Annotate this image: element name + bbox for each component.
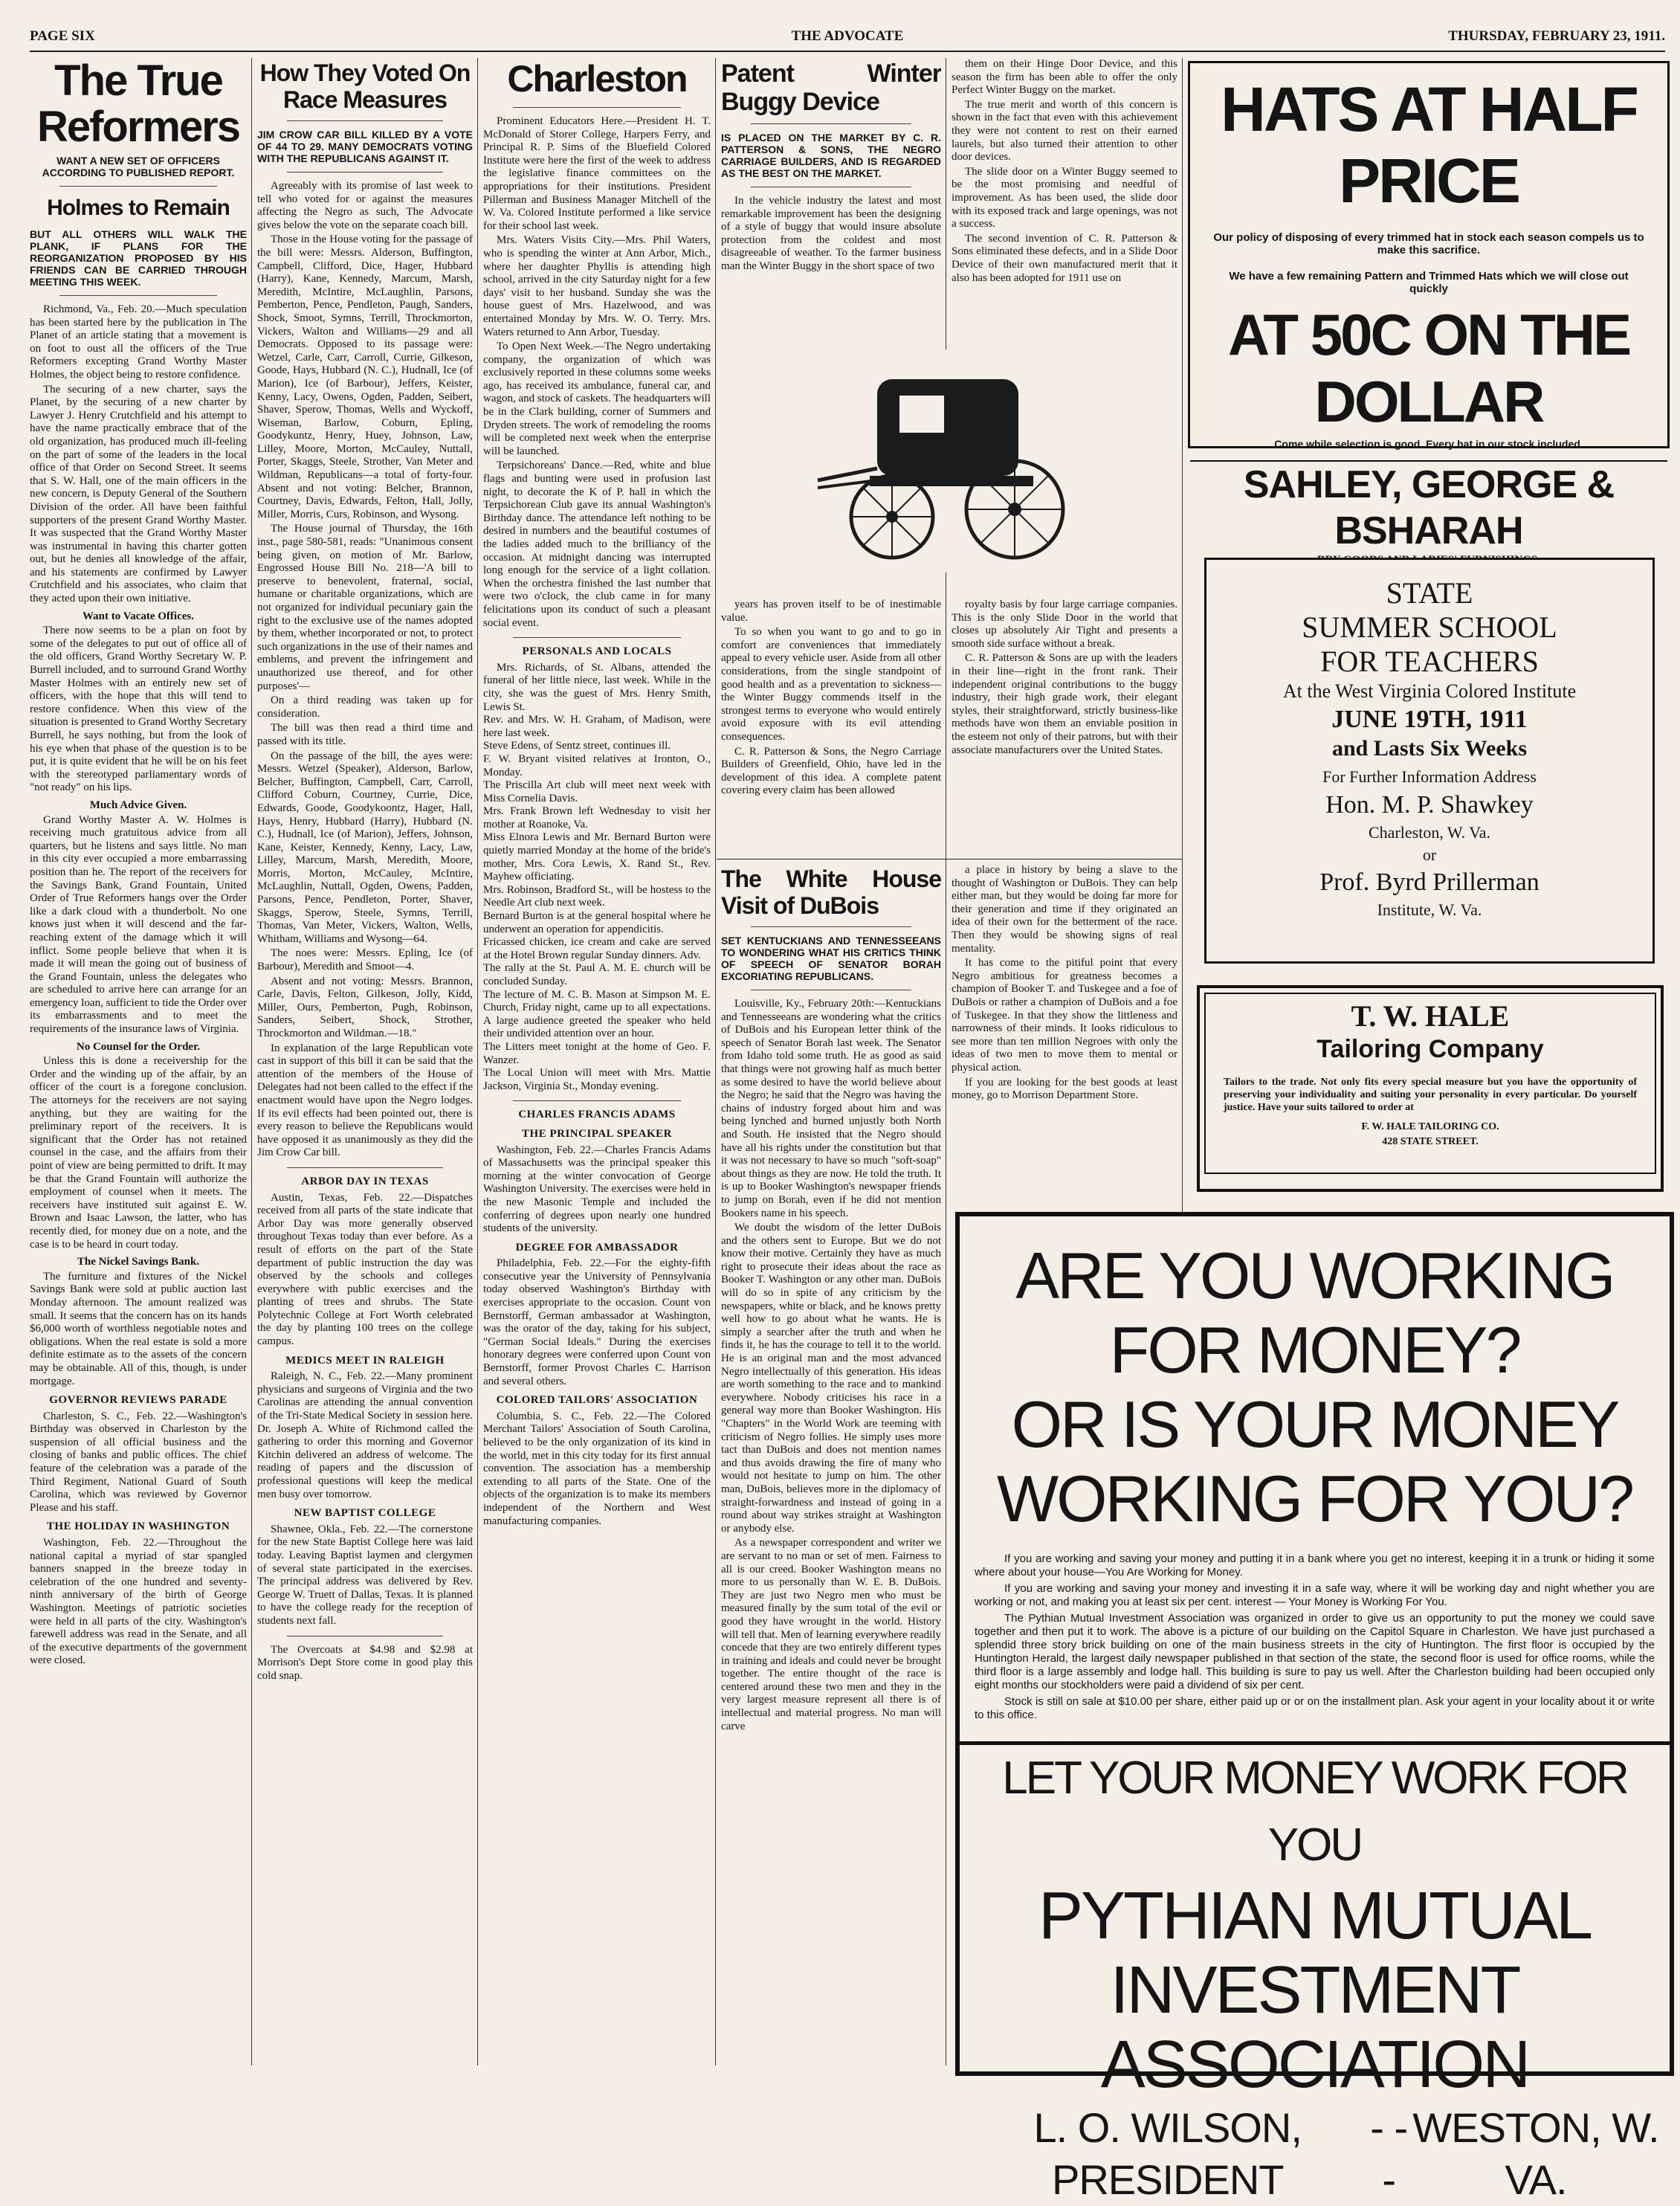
section-heading: No Counsel for the Order.	[76, 1040, 201, 1053]
column-how-they-voted	[257, 58, 473, 2065]
section-heading: CHARLES FRANCIS ADAMS	[518, 1109, 676, 1121]
paragraph: In the vehicle industry the latest and most remarkable improvement has been the designing of a style of buggy that would insure absolute protection from the coldest and most disagreeable of weather. To the farmer business man the Winter Buggy in the short space of two	[721, 195, 941, 272]
ad-hats-price: AT 50C ON THE DOLLAR	[1227, 302, 1630, 434]
paragraph: Terpsichoreans' Dance.—Red, white and blue flags and bunting were used in profusion last night, to decorate the K of P. hall in which the Terpsichorean Club gave its annual Washington's Birthday dance. The attendance left nothing to be desired in numbers and the beautiful costumes of the ladies added much to the brilliancy of the occasion. At midnight dancing was interrupted long enough for the service of a light collation. When the orchestra finished the last number that were two o'clock, the club came in for many felicitations upon its conduct of such a pleasant social event.	[483, 459, 711, 629]
paragraph: Columbia, S. C., Feb. 22.—The Colored Merchant Tailors' Association of South Carolina, believed to be the only organization of its kind in the world, met in this city today for its first annual convention. The association has a membership extending to all parts of the State. One of the objects of the organization is to make its members independent of the Northern and West manufacturing companies.	[483, 1410, 711, 1527]
ad-hale-tailoring	[1197, 985, 1664, 1192]
paragraph: royalty basis by four large carriage companies. This is the only Slide Door in the world that closes up absolutely Air Tight and presents a smooth side surface without a break.	[952, 599, 1177, 650]
paragraph: We doubt the wisdom of the letter DuBois and the others sent to Europe. But we do not know their motive. Certainly they have as much right to prosecute their ideas about the race as Booker T. Washington or any other man. DuBois will do so in spite of any criticism by the newspapers, white or black, and he knows pretty well how to go about what he wants. He is simply a searcher after the truth and when he finds it, he has the courage to tell it to the world. He is an original man and the most advanced Negro intellectually of this generation. His ideas are worth something to the race and to mankind everywhere. Nobody criticises his race in a general way more than Booker Washington. His "Chapters" in the World Work are teeming with criticism of Negro follies. He simply uses more tact than DuBois and does not mention names and thus avoids drawing the fire of many who would not hesitate to jump on him. The other man, DuBois, believes more in the diplomacy of straight-forwardness and instead of going in a round about way strikes straight at Washington or anybody else.	[721, 1222, 941, 1535]
ad-pythian-text: Stock is still on sale at $10.00 per share, either paid up or or on the installment plan. Ask your agent in your locality about it or write to this office.	[975, 1695, 1655, 1721]
subheadline: Holmes to Remain	[47, 196, 230, 220]
column-buggy-right	[952, 58, 1177, 370]
paragraph: Absent and not voting: Messrs. Brannon, Carle, Davis, Felton, Gilkeson, Jolly, Kidd, Miller, Ours, Pemberton, Pugh, Robinson, Sanders, Seibert, Shock, Strother, Throckmorton and Wildman.—18."	[257, 975, 473, 1039]
headline-charleston: Charleston	[507, 58, 687, 100]
paragraph: Richmond, Va., Feb. 20.—Much speculation has been started here by the publication in The Planet of an article stating that a movement is on foot to oust all the officers of the True Reformers excepting Grand Worthy Master Holmes, the object being to restore confidence.	[30, 303, 247, 381]
paragraph: them on their Hinge Door Device, and this season the firm has been able to offer the only Perfect Winter Buggy on the market.	[952, 58, 1177, 97]
subdeck: BUT ALL OTHERS WILL WALK THE PLANK, IF PLANS FOR THE REORGANIZATION PROPOSED BY HIS FRIENDS CAN BE CARRIED THROUGH MEETING THIS WEEK.	[30, 228, 247, 288]
paragraph: The true merit and worth of this concern is shown in the fact that even with this achievement they were not content to rest on their earned laurels, but also turned their attention to other door devices.	[952, 98, 1177, 164]
paragraph: Louisville, Ky., February 20th:—Kentuckians and Tennesseeans are wondering what the critics of DuBois and his European letter think of the speech of Senator Borah last week. The Senator from Idaho told some truth. He as good as said that things were not growing half as much better as some desired to have the world believe about the Negro; he said that the Negro was having the chains of industry forged about him and was being lynched and burned unjustly both North and South. He insisted that the Negro should have all his rights under the constitution but that it was not necessary to have so much "soft-soap" about things as they are now. He told the truth. It is up to Booker Washington's newspaper friends to jump on Borah, even if he did not mention Bookers name in his speech.	[721, 998, 941, 1219]
ad-school-line: For Further Information Address	[1322, 767, 1537, 786]
paragraph: C. R. Patterson & Sons, the Negro Carriage Builders of Greenfield, Ohio, have led in the development of this idea. A complete patent covering every claim has been allowed	[721, 745, 941, 797]
ad-school-contact: Hon. M. P. Shawkey	[1325, 791, 1534, 819]
ad-pythian-place: WESTON, W. VA.	[1412, 2104, 1659, 2203]
paragraph: The second invention of C. R. Patterson & Sons eliminated these defects, and in a Slide Door Device of their own manufactured merit that it also has been adopted for 1911 use on	[952, 232, 1177, 284]
paragraph: The slide door on a Winter Buggy seemed to be the most promising and needful of improvement. As has been used, the slide door with its exposed track and large openings, was not a success.	[952, 165, 1177, 230]
ad-school-line: FOR TEACHERS	[1320, 645, 1539, 678]
ad-hale-company: Tailoring Company	[1316, 1035, 1544, 1063]
page-number: PAGE SIX	[30, 28, 95, 44]
paragraph: If you are looking for the best goods at least money, go to Morrison Department Store.	[952, 1076, 1177, 1102]
divider	[751, 123, 911, 124]
divider	[751, 926, 911, 927]
masthead	[30, 22, 1665, 52]
section-heading: DEGREE FOR AMBASSADOR	[515, 1241, 679, 1254]
issue-date: THURSDAY, FEBRUARY 23, 1911.	[1448, 28, 1665, 44]
column-buggy-left	[721, 58, 941, 311]
section-heading: GOVERNOR REVIEWS PARADE	[49, 1394, 227, 1407]
paragraph: Shawnee, Okla., Feb. 22.—The cornerstone for the new State Baptist College here was laid today. Leaving Baptist laymen and clergymen of several state participated in the exercises. The principal address was delivered by Rev. George W. Truett of Dallas, Texas. It is planned to have the college ready for the reception of students next fall.	[257, 1523, 473, 1627]
ad-hats-firm: SAHLEY, GEORGE & BSHARAH	[1243, 463, 1615, 552]
ad-school-line: Institute, W. Va.	[1377, 900, 1482, 919]
section-heading: NEW BAPTIST COLLEGE	[294, 1507, 436, 1520]
section-heading: PERSONALS AND LOCALS	[522, 645, 672, 658]
paragraph: Washington, Feb. 22.—Charles Francis Adams of Massachusetts was the principal speaker this morning at the winter convocation of George Washington University. The exercises were held in the new Masonic Temple and included the conferring of degrees upon nearly one hundred students of the university.	[483, 1144, 711, 1235]
headline-dubois: The White House Visit of DuBois	[721, 865, 941, 919]
divider	[59, 186, 217, 187]
ad-pythian-question: ARE YOU WORKING FOR MONEY?	[1015, 1239, 1614, 1387]
paragraph: Raleigh, N. C., Feb. 22.—Many prominent physicians and surgeons of Virginia and the two Carolinas are attending the annual convention of the Tri-State Medical Society in session here. Dr. Joseph A. White of Richmond called the gathering to order this morning and Governor Kitchin delivered an address of welcome. The reading of papers and the discussion of professional questions will keep the medical men busy over tomorrow.	[257, 1370, 473, 1500]
ad-school-date: JUNE 19TH, 1911	[1331, 706, 1528, 733]
section-heading: THE HOLIDAY IN WASHINGTON	[46, 1520, 230, 1533]
paragraph: The Overcoats at $4.98 and $2.98 at Morrison's Dept Store come in good play this cold snap.	[257, 1643, 473, 1682]
paragraph: The noes were: Messrs. Epling, Ice (of Barbour), Meredith and Smoot—4.	[257, 947, 473, 973]
ad-school-contact: Prof. Byrd Prillerman	[1319, 868, 1540, 896]
ad-hats-text: Come while selection is good. Every hat in our stock included.	[1274, 438, 1583, 450]
paragraph: Grand Worthy Master A. W. Holmes is receiving much gratuitous advice from all quarters, but he listens and says little. No man in this city ever occupied a more embarrassing position than he. The report of the receivers for the Savings Bank, Grand Fountain, United Order of True Reformers hangs over the Order like a dark cloud with a thunderbolt. No one knows just when it will descend and the far-reaching extent of the damage which it will inflict. Some people believe that when it is made it will mean the going out of business of the Grand Fountain, unless the delegates who are scheduled to arrive here can arrange for an emergency loan, sufficient to tide the Order over its embarrassments and to meet the requirements of the insurance laws of Virginia.	[30, 813, 247, 1036]
ad-pythian-mutual	[955, 1212, 1674, 2203]
section-heading: THE PRINCIPAL SPEAKER	[522, 1127, 672, 1140]
ad-pythian-dashes: - - -	[1370, 2104, 1408, 2203]
paragraph: The House journal of Thursday, the 16th inst., page 580-581, reads: "Unanimous consent being given, on motion of Mr. Barlow, Engrossed House Bill No. 218—'A bill to preserve to benevolent, fraternal, social, humane or charitable organizations, which are not organized for individual pecuniary gain the right to the exclusive use of the names adopted by them, whether incorporated or not, to protect such organizations in the use of their names and emblems, and prevent the infringement and unauthorized use thereof, and for other purposes'—	[257, 523, 473, 692]
paragraph: In explanation of the large Republican vote cast in support of this bill it can be said that the attention of the members of the House of Delegates had not been called to the effect if the enactment would have upon the Negro lodges. If its evil effects had been pointed out, there is every reason to believe the Republicans would have opposed it as unanimously as they did the Jim Crow Car bill.	[257, 1042, 473, 1159]
paragraph: Mrs. Richards, of St. Albans, attended the funeral of her little niece, last week. While in the city, she was the guest of Mrs. Henry Smith, Lewis St. Rev. and Mrs. W. H. Graham, of Madison, were here last week. Steve Edens, of Sentz street, continues ill. F. W. Bryant visited relatives at Ironton, O., Monday. The Priscilla Art club will meet next week with Miss Cornelia Davis. Mrs. Frank Brown left Wednesday to visit her mother at Roanoke, Va. Miss Elnora Lewis and Mr. Bernard Burton were quietly married Monday at the home of the bride's mother, Mrs. Cora Lewis, X. Rand St., Rev. Mayhew officiating. Mrs. Robinson, Bradford St., will be hostess to the Needle Art club next week. Bernard Burton is at the general hospital where he underwent an operation for appendicitis. Fricassed chicken, ice cream and cake are served at the Hotel Brown regular Sunday dinners. Adv. The rally at the St. Paul A. M. E. church will be concluded Sunday. The lecture of M. C. B. Mason at Simpson M. E. Church, Friday night, came up to all expectations. A large audience greeted the speaker who held their undivided attention over an hour. The Litters meet tonight at the home of Geo. F. Wanzer. The Local Union will meet with Mrs. Mattie Jackson, Virginia St., Monday evening.	[483, 661, 711, 1092]
paper-name: THE ADVOCATE	[791, 28, 904, 44]
buggy-illustration	[788, 349, 1100, 573]
headline-buggy	[721, 59, 941, 116]
paragraph: To so when you want to go and to go in comfort are conveniences that immediately appeal to every vehicle user. Aside from all other considerations, from the single standpoint of good health and as a preventation to sickness—the Winter Buggy commends itself in the strongest terms to everyone who would entirely avoid exposure with its evil attending consequences.	[721, 626, 941, 743]
paragraph: The furniture and fixtures of the Nickel Savings Bank were sold at public auction last Monday afternoon. The amount realized was small. It seems that the concern has on its hands $6,000 worth of worthless negotiable notes and obligations. When the real estate is sold a more definite estimate as to the assets of the concern may be obtainable. All of this, though, is under mortgage.	[30, 1270, 247, 1387]
ad-pythian-name: PYTHIAN MUTUAL INVESTMENT	[1038, 1879, 1592, 2028]
divider	[59, 295, 217, 296]
ad-pythian-question: OR IS YOUR MONEY WORKING FOR YOU?	[997, 1387, 1632, 1535]
deck: WANT A NEW SET OF OFFICERS ACCORDING TO PUBLISHED REPORT.	[42, 155, 235, 178]
section-heading: Want to Vacate Offices.	[83, 610, 194, 622]
section-heading: COLORED TAILORS' ASSOCIATION	[496, 1394, 698, 1407]
ad-pythian-text: If you are working and saving your money and putting it in a bank where you get no interest, keeping it in a trunk or hiding it some where about your house—You Are Working for Money.	[975, 1552, 1655, 1578]
paragraph: a place in history by being a slave to the thought of Washington or DuBois. They can help either man, but they would be doing far more for their generation and time if they originated an idea of their own for the betterment of the race. Then they would be showing signs of real mentality.	[952, 864, 1177, 955]
ad-hats-text: Our policy of disposing of every trimmed hat in stock each season compels us to make this sacrifice.	[1213, 231, 1644, 257]
paragraph: Austin, Texas, Feb. 22.—Dispatches received from all parts of the state indicate that Arbor Day was more generally observed throughout Texas today than ever before. As a result of efforts on the part of the State department of public instruction the day was observed by the schools and colleges everywhere with public exercises and the planting of trees and shrubs. The State Polytechnic College at Fort Worth celebrated the day by planting 100 trees on the college campus.	[257, 1191, 473, 1348]
deck: JIM CROW CAR BILL KILLED BY A VOTE OF 44 TO 29. MANY DEMOCRATS VOTING WITH THE REPUBLICANS AGAINST IT.	[257, 129, 473, 164]
paragraph: The securing of a new charter, says the Planet, by the securing of a new charter by Lawyer J. Henry Crutchfield and his attempt to have the name practically embrace that of the old organization, has produced much ill-feeling on the part of some of the leaders in the local office of that Order on Second Street. It seems that S. W. Hall, one of the main officers in the new concern, is Deputy General of the Southern Division of the order. All have been faithful supporters of the present Grand Worthy Master. It was suspected that the Grand Worthy Master was instrumental in having this charter gotten out, but he denies all knowledge of the affair, and his statements are confirmed by Lawyer Crutchfield and his associates, who claim that they acted upon their own initiative.	[30, 383, 247, 605]
column-rule	[251, 58, 252, 2065]
paragraph: C. R. Patterson & Sons are up with the leaders in their line—right in the front rank. Their independent original contributions to the buggy industry, their high grade work, their elegant styles, their straightforward, strictly business-like methods have won them an enviable position in the esteem not only of their patrons, but with their associate manufacturers over the United States.	[952, 652, 1177, 756]
ad-school-line: SUMMER SCHOOL	[1302, 610, 1557, 644]
paragraph: Philadelphia, Feb. 22.—For the eighty-fifth consecutive year the University of Pennsylvania today observed Washington's Birthday with exercises appropriate to the occasion. Count von Bernstorff, German ambassador at Washington, was the orator of the day, taking for his subject, "German Social Ideals." During the exercises honorary degrees were conferred upon Count von Bernstorff, former Provost Charles C. Harrison and several others.	[483, 1257, 711, 1387]
ad-pythian-president: L. O. WILSON, PRESIDENT	[1033, 2104, 1302, 2203]
ad-pythian-text: The Pythian Mutual Investment Association was organized in order to give us an opportunity to put the money we could save together and then put it to work. The above is a picture of our building on the Capitol Square in Charleston. We have just purchased a splendid three story brick building on one of the main business streets in the city of Huntington. The first floor is occupied by the Huntington Herald, the largest daily newspaper published in that section of the state, the second floor is used for office rooms, while the third floor is a large assembly and lodge hall. This building is sure to pay us well. After the Charleston building had been occupied only eight months our stockholders were paid a dividend of six per cent.	[975, 1612, 1655, 1691]
column-rule	[715, 58, 716, 2065]
ad-hale-text: Tailors to the trade. Not only fits every special measure but you have the opportunity of preserving your individuality and suiting your personality in every particular. Do yourself justice. Have your suits tailored to order at	[1224, 1077, 1637, 1113]
paragraph: Mrs. Waters Visits City.—Mrs. Phil Waters, who is spending the winter at Ann Arbor, Mich., where her daughter Phyllis is attending high school, arrived in the city Saturday night for a few days' visit to her husband. Sunday she was the house guest of Mrs. Hazelwood, and was entertained Monday by Mrs. W. O. Terry. Mrs. Waters returned to Ann Arbor, Tuesday.	[483, 234, 711, 338]
paragraph: On the passage of the bill, the ayes were: Messrs. Wetzel (Speaker), Alderson, Barlow, Belcher, Buffington, Campbell, Carr, Carroll, Clifford Coburn, Courtney, Currie, Dice, Edwards, Goode, Goodykoontz, Hager, Hall, Hays, Henry, Hubbard (Harry), Hubbard (N. C.), Hudnall, Ice (of Marion), Jeffers, Johnson, Kane, Keister, Kennedy, Kenny, Lacy, Law, Lilley, Marcum, Marsh, Meredith, Moore, Morris, Morton, McCauley, McIntire, McLaughlin, Nuttall, Ogden, Owens, Padden, Parsons, Pence, Pendleton, Porter, Shaver, Skaggs, Sperow, Steele, Symns, Terrill, Thomas, Van Meter, Vickers, Walton, Wells, Whitham, Williams and Wysong—64.	[257, 749, 473, 945]
headline-true-reformers: The True Reformers	[36, 58, 240, 151]
divider	[513, 107, 681, 108]
section-heading: Much Advice Given.	[89, 799, 187, 811]
divider	[513, 637, 681, 638]
paragraph: On a third reading was taken up for consideration.	[257, 694, 473, 720]
paragraph: To Open Next Week.—The Negro undertaking company, the organization of which was exclusively reported in these columns some weeks ago, has received its ambulance, funeral car, and wagon, and stock of caskets. The headquarters will be in the Clark building, corner of Summers and Dryden streets. The work of remodeling the rooms will be completed next week when the enterprise will be launched.	[483, 341, 711, 457]
ad-hale-firm: F. W. HALE TAILORING CO.	[1361, 1121, 1499, 1132]
paragraph: As a newspaper correspondent and writer we are servant to no man or set of men. Fairness to all is our creed. Booker Washington means no more to us personally than W. E. B. DuBois. They are just two Negro men who must be measured finally by the sum total of the evil or good they have wrought in the world. History will tell that. Men of learning everywhere readily concede that they are two entirely different types in training and ideals and could never be brought together. The entire thought of the race is centered around these two men and they in the very largest measure represent all there is of intellectual and material progress. No man will carve	[721, 1537, 941, 1732]
paragraph: Washington, Feb. 22.—Throughout the national capital a myriad of star spangled banners snapped in the breeze today in celebration of the one hundred and seventy-ninth anniversary of the birth of George Washington. Meetings of patriotic societies were held in all parts of the city. Washington's farewell address was read in the Senate, and all of the executive departments of the government were closed.	[30, 1537, 247, 1667]
paragraph: Unless this is done a receivership for the Order and the winding up of the affair, by an officer of the court is a foregone conclusion. The attorneys for the receivers are not saying anything, but they are waiting for the preliminary report of the receivers. It is significant that the Order has not retained counsel in the case, and the affairs from their point of view are being permitted to drift. It may be that the Grand Fountain will authorize the employment of counsel when it meets. The receivers have instituted suit against E. W. Brown and Isaac Lawson, the latter, who has recently died, for money due on a note, and the case is to be heard in court today.	[30, 1055, 247, 1251]
buggy-icon	[788, 349, 1100, 573]
ad-pythian-text: If you are working and saving your money and investing it in a safe way, where it will be working day and night whether you are working or not, and making you at least six per cent. interest — Your Money is Working For You.	[975, 1582, 1655, 1608]
ad-school-line: STATE	[1386, 576, 1473, 610]
paragraph: Those in the House voting for the passage of the bill were: Messrs. Alderson, Buffington, Campbell, Clifford, Dice, Hager, Hubbard (Harry), Kane, Kennedy, Marcum, Marsh, Meredith, McIntire, McLaughlin, Parsons, Pemberton, Pence, Pendleton, Paugh, Sanders, Shock, Smoot, Symns, Terrill, Throckmorton, Vickers, Walton and Williams—29 and all Democrats. Opposed to its passage were: Wetzel, Carle, Carr, Carroll, Currie, Gilkeson, Goode, Hays, Hubbard (N. C.), Hudnall, Ice (of Marion), Ice (of Barbour), Jeffers, Keister, Kenny, Lacy, Owens, Ogden, Padden, Seibert, Shaver, Sperow, Thomas, Wells and Wyckoff, Wiseman, Barlow, Coburn, Epling, Goodykuntz, Henry, Huey, Johnson, Law, Lilley, Moore, Morton, McCauley, Nuttall, Porter, Skaggs, Steele, Strother, Van Meter and Wildman, Republicans—a total of forty-four. Absent and not voting: Belcher, Brannon, Courtney, Davis, Edwards, Felton, Hall, Jolly, Miller, Morris, Curs, Robinson, and Wysong.	[257, 233, 473, 520]
ad-hats-title: HATS AT HALF PRICE	[1221, 74, 1637, 216]
paragraph: Prominent Educators Here.—President H. T. McDonald of Storer College, Harpers Ferry, and Principal R. P. Sims of the Bluefield Colored Institute were here the first of the week to address the legislative finance committees on the appropriations for their institutions. President Pillerman and Business Manager Mitchell of the W. Va. Colored Institute performed a like service for their school last week.	[483, 115, 711, 232]
headline-how-they-voted: How They Voted On Race Measures	[259, 59, 471, 113]
ad-school-line: or	[1422, 845, 1437, 864]
deck: IS PLACED ON THE MARKET BY C. R. PATTERSON & SONS, THE NEGRO CARRIAGE BUILDERS, AND IS REGARDED AS THE BEST ON THE MARKET.	[721, 132, 941, 179]
ad-school-line: At the West Virginia Colored Institute	[1282, 680, 1577, 702]
divider	[513, 1100, 681, 1101]
ad-summer-school	[1204, 558, 1655, 964]
deck: SET KENTUCKIANS AND TENNESSEEANS TO WONDERING WHAT HIS CRITICS THINK OF SPEECH OF SENATOR BORAH EXCORIATING REPUBLICANS.	[721, 935, 941, 982]
divider	[287, 1167, 443, 1168]
paragraph: It has come to the pitiful point that every Negro ambitious for greatness becomes a champion of Booker T. and Tuskegee and a foe of DuBois or rather a champion of DuBois and a foe of Tuskegee. In that they show the littleness and narrowness of their minds. It looks ridiculous to see more than ten million Negroes with only the ideas of two men to move them to mental or physical action.	[952, 957, 1177, 1074]
column-dubois	[721, 864, 941, 2068]
column-buggy-continued-right	[952, 599, 1177, 851]
ad-hale-address: 428 STATE STREET.	[1382, 1136, 1479, 1147]
column-buggy-continued	[721, 599, 941, 851]
ad-hale-title: T. W. HALE	[1351, 999, 1510, 1033]
paragraph: There now seems to be a plan on foot by some of the delegates to put out of office all of the old officers, Grand Worthy Secretary W. P. Burrell included, and to surround Grand Worthy Master Holmes with an entirely new set of officers, with the hope that this will tend to restore confidence. When this view of the situation is presented to Grand Worthy Secretary Burrell, he says nothing, but from the look of his eye when that phase of the question is to be put, it is quite evident that he will be on his feet with the stereotyped parliamentary words of "not ready" on his lips.	[30, 625, 247, 794]
column-true-reformers	[30, 58, 247, 2065]
ad-pythian-slogan: LET YOUR MONEY WORK FOR YOU	[1002, 1752, 1627, 1871]
ad-pythian-footer	[960, 2102, 1670, 2206]
paragraph: The bill was then read a third time and passed with its title.	[257, 722, 473, 747]
section-heading: ARBOR DAY IN TEXAS	[301, 1175, 429, 1187]
ad-hats	[1188, 61, 1670, 552]
paragraph: Charleston, S. C., Feb. 22.—Washington's Birthday was observed in Charleston by the suspension of all official business and the closing of banks and public offices. The chief feature of the celebration was a parade of the Third Regiment, National Guard of South Carolina, which was reviewed by Governor Please and his staff.	[30, 1410, 247, 1514]
ad-hats-text: We have a few remaining Pattern and Trimmed Hats which we will close out quickly	[1229, 270, 1629, 295]
ad-pythian-name: ASSOCIATION	[1100, 2028, 1529, 2102]
section-heading: The Nickel Savings Bank.	[77, 1256, 200, 1268]
headline-buggy-text: Patent Winter Buggy Device	[721, 59, 941, 116]
column-dubois-continued	[952, 864, 1177, 1117]
paragraph: Agreeably with its promise of last week to tell who voted for or against the measures affecting the Negro as such, The Advocate gives below the vote on the separate coach bill.	[257, 180, 473, 231]
section-heading: MEDICS MEET IN RALEIGH	[285, 1354, 445, 1367]
column-rule	[477, 58, 478, 2065]
paragraph: years has proven itself to be of inestimable value.	[721, 599, 941, 624]
ad-school-line: and Lasts Six Weeks	[1331, 736, 1528, 761]
column-charleston	[483, 58, 711, 2065]
divider	[287, 120, 443, 121]
ad-school-line: Charleston, W. Va.	[1369, 823, 1490, 842]
